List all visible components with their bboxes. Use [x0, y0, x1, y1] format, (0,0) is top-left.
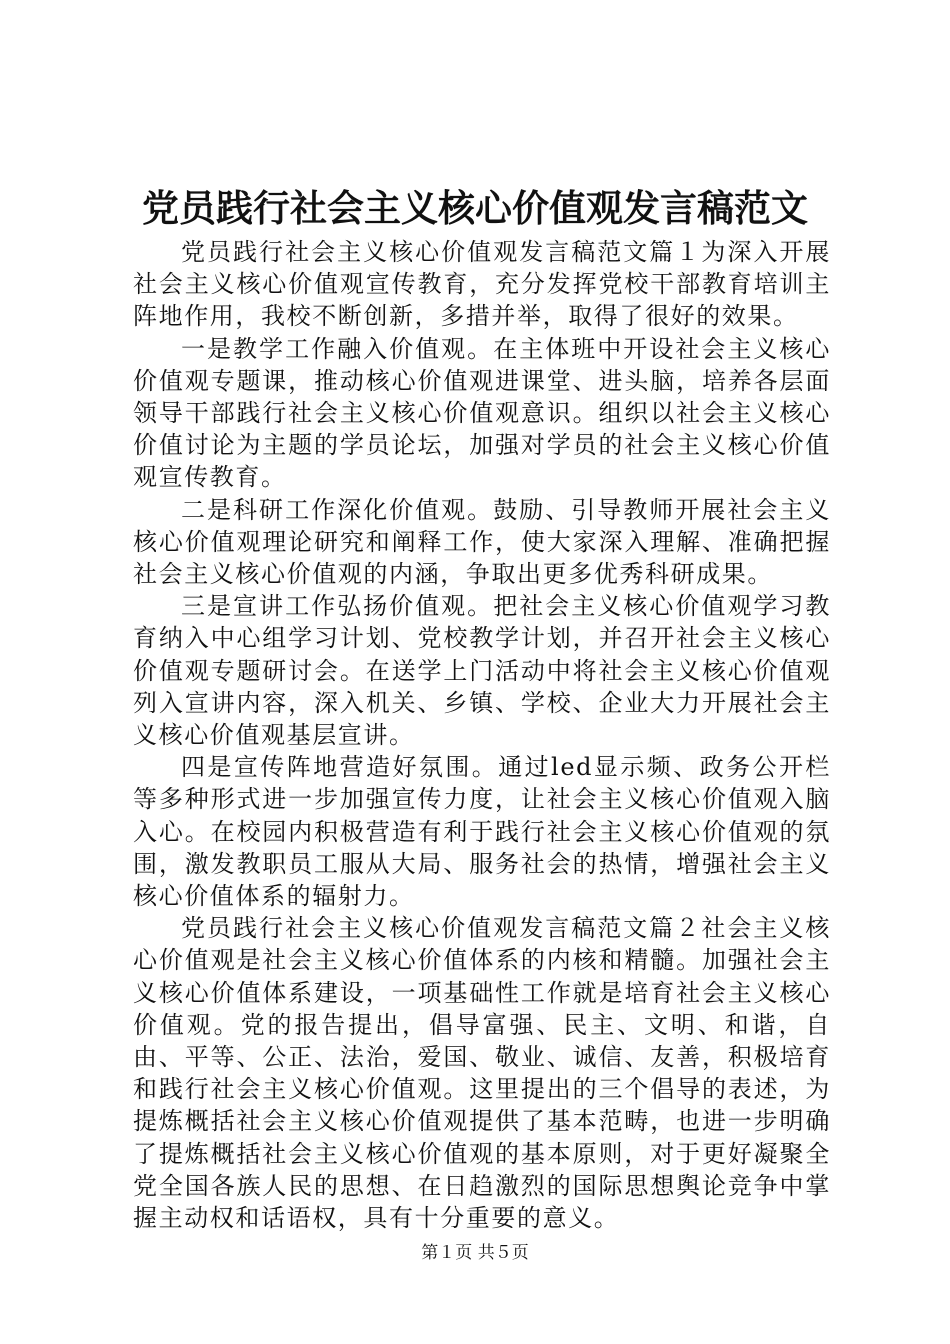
paragraph: 党员践行社会主义核心价值观发言稿范文篇１为深入开展社会主义核心价值观宣传教育，充分发挥党校干部教育培训主阵地作用，我校不断创新，多措并举，取得了很好的效果。: [133, 238, 831, 331]
document-title: 党员践行社会主义核心价值观发言稿范文: [142, 186, 808, 230]
paragraph: 一是教学工作融入价值观。在主体班中开设社会主义核心价值观专题课，推动核心价值观进课堂、进头脑，培养各层面领导干部践行社会主义核心价值观意识。组织以社会主义核心价值讨论为主题的学员论坛，加强对学员的社会主义核心价值观宣传教育。: [133, 334, 831, 492]
paragraph: 三是宣讲工作弘扬价值观。把社会主义核心价值观学习教育纳入中心组学习计划、党校教学计划，并召开社会主义核心价值观专题研讨会。在送学上门活动中将社会主义核心价值观列入宣讲内容，深入机关、乡镇、学校、企业大力开展社会主义核心价值观基层宣讲。: [133, 592, 831, 750]
paragraph: 二是科研工作深化价值观。鼓励、引导教师开展社会主义核心价值观理论研究和阐释工作，使大家深入理解、准确把握社会主义核心价值观的内涵，争取出更多优秀科研成果。: [133, 495, 831, 589]
paragraph: 四是宣传阵地营造好氛围。通过led显示频、政务公开栏等多种形式进一步加强宣传力度，让社会主义核心价值观入脑入心。在校园内积极营造有利于践行社会主义核心价值观的氛围，激发教职员工服从大局、服务社会的热情，增强社会主义核心价值体系的辐射力。: [133, 753, 831, 911]
page-footer: 第１页 共５页: [421, 1243, 529, 1263]
document-body: [133, 236, 831, 1234]
paragraph: 党员践行社会主义核心价值观发言稿范文篇２社会主义核心价值观是社会主义核心价值体系的内核和精髓。加强社会主义核心价值体系建设，一项基础性工作就是培育社会主义核心价值观。党的报告提出，倡导富强、民主、文明、和谐，自由、平等、公正、法治，爱国、敬业、诚信、友善，积极培育和践行社会主义核心价值观。这里提出的三个倡导的表述，为提炼概括社会主义核心价值观提供了基本范畴，也进一步明确了提炼概括社会主义核心价值观的基本原则，对于更好凝聚全党全国各族人民的思想、在日趋激烈的国际思想舆论竞争中掌握主动权和话语权，具有十分重要的意义。: [133, 914, 831, 1233]
